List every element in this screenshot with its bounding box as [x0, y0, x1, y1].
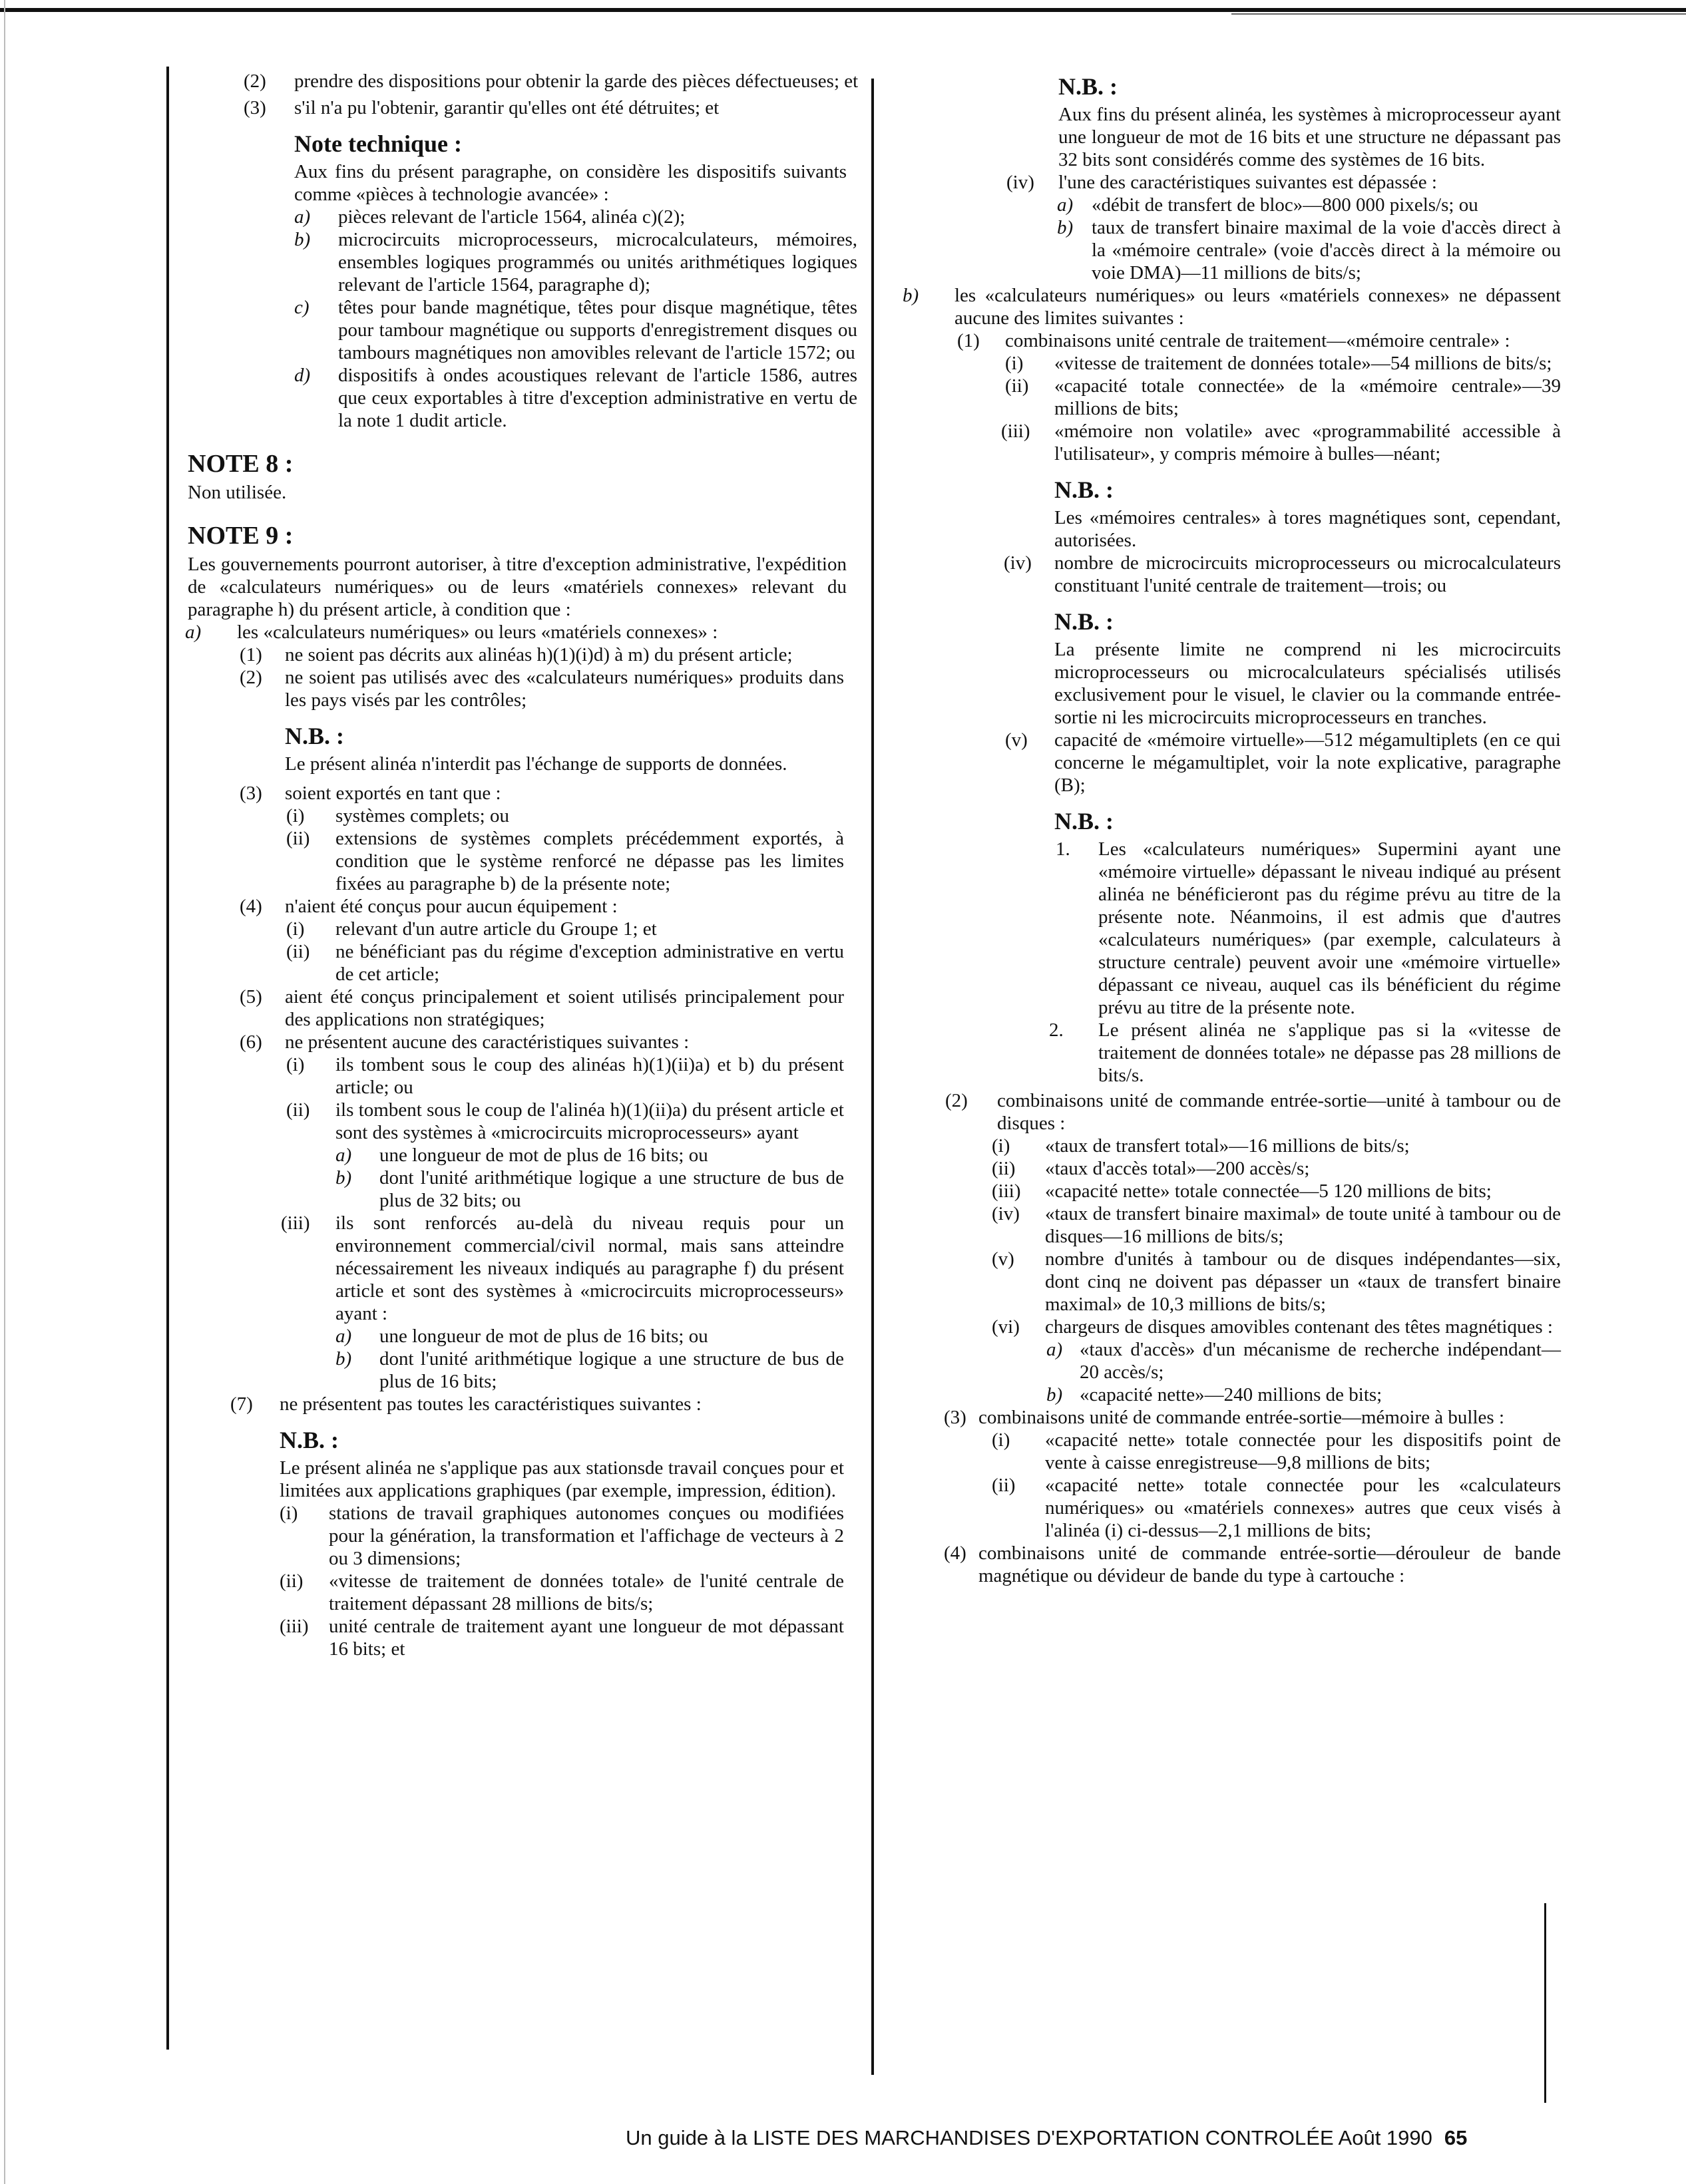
- list-item: a) «débit de transfert de bloc»—800 000 pixels/s; ou: [1057, 194, 1478, 216]
- list-item: (i) «capacité nette» totale connectée pour les dispositifs point de vente à caisse enregistreuse—9,8 millions de bits;: [992, 1429, 1561, 1473]
- nb-heading: N.B. :: [1054, 476, 1114, 503]
- list-item: (2) prendre des dispositions pour obtenir la garde des pièces défectueuses; et: [244, 71, 859, 92]
- list-item: (7) ne présentent pas toutes les caractéristiques suivantes :: [230, 1393, 702, 1415]
- list-item: (iv) nombre de microcircuits microprocesseurs ou microcalculateurs constituant l'unité centrale de traitement—trois; ou: [1004, 552, 1561, 596]
- list-item: (ii) «capacité nette» totale connectée pour les «calculateurs numériques» ou «matériels connexes» autres que ceux visés à l'alinéa (i) ci-dessus—2,1 millions de bits;: [992, 1475, 1561, 1541]
- page-number: 65: [1444, 2126, 1468, 2149]
- nb-text: Le présent alinéa n'interdit pas l'échange de supports de données.: [285, 753, 787, 775]
- list-item: (3) combinaisons unité de commande entrée-sortie—mémoire à bulles :: [944, 1407, 1505, 1428]
- list-item: (iv) l'une des caractéristiques suivantes est dépassée :: [1006, 172, 1437, 193]
- list-item: (iii) unité centrale de traitement ayant une longueur de mot dépassant 16 bits; et: [280, 1616, 844, 1660]
- list-item: b) dont l'unité arithmétique logique a une structure de bus de plus de 32 bits; ou: [335, 1167, 844, 1211]
- list-item: a) «taux d'accès» d'un mécanisme de recherche indépendant—20 accès/s;: [1046, 1339, 1561, 1383]
- list-item: (iii) «mémoire non volatile» avec «programmabilité accessible à l'utilisateur», y compris mémoire à bulles—néant;: [1001, 421, 1561, 464]
- list-item: (4) n'aient été conçus pour aucun équipement :: [240, 896, 618, 917]
- nb-heading: N.B. :: [1054, 808, 1114, 834]
- list-item: (ii) «vitesse de traitement de données totale» de l'unité centrale de traitement dépassant 28 millions de bits/s;: [280, 1570, 844, 1614]
- note8-heading: NOTE 8 :: [188, 450, 294, 478]
- list-item: a) pièces relevant de l'article 1564, alinéa c)(2);: [294, 206, 686, 228]
- list-item: b) «capacité nette»—240 millions de bits;: [1046, 1384, 1382, 1405]
- nb-heading: N.B. :: [285, 723, 344, 749]
- list-item: (ii) extensions de systèmes complets précédemment exportés, à condition que le système renforcé ne dépasse pas les limites fixées au paragraphe b) de la présente note;: [286, 828, 844, 894]
- list-item: (vi) chargeurs de disques amovibles contenant des têtes magnétiques :: [992, 1316, 1553, 1338]
- nb-text: Les «mémoires centrales» à tores magnétiques sont, cependant, autorisées.: [1054, 507, 1561, 551]
- list-item: (i) systèmes complets; ou: [286, 805, 509, 826]
- note9-heading: NOTE 9 :: [188, 522, 294, 550]
- list-item: (i) stations de travail graphiques autonomes conçues ou modifiées pour la génération, la transformation et l'affichage de vecteurs à 2 ou 3 dimensions;: [280, 1503, 844, 1569]
- right-margin-rule: [1544, 1903, 1546, 2103]
- footer-title: Un guide à la LISTE DES MARCHANDISES D'EXPORTATION CONTROLÉE Août 1990: [626, 2126, 1432, 2149]
- list-item: a) les «calculateurs numériques» ou leurs «matériels connexes» :: [185, 622, 718, 643]
- right-column: [892, 70, 1561, 1587]
- list-item: d) dispositifs à ondes acoustiques relevant de l'article 1586, autres que ceux exportables à titre d'exception administrative en vertu de la note 1 dudit article.: [294, 365, 857, 431]
- list-item: b) les «calculateurs numériques» ou leurs «matériels connexes» ne dépassent aucune des limites suivantes :: [903, 285, 1561, 329]
- list-item: (4) combinaisons unité de commande entrée-sortie—dérouleur de bande magnétique ou dévideur de bande du type à cartouche :: [944, 1543, 1561, 1586]
- list-item: b) taux de transfert binaire maximal de la voie d'accès direct à la «mémoire centrale» (voie d'accès direct à la mémoire ou voie DMA)—11 millions de bits/s;: [1057, 217, 1561, 283]
- note-technique-intro: Aux fins du présent paragraphe, on considère les dispositifs suivants comme «pièces à technologie avancée» :: [294, 161, 847, 205]
- nb-text: Aux fins du présent alinéa, les systèmes à microprocesseur ayant une longueur de mot de 16 bits et une structure ne dépassant pas 32 bits sont considérés comme des systèmes de 16 bits.: [1058, 104, 1561, 170]
- list-item: (6) ne présentent aucune des caractéristiques suivantes :: [240, 1031, 690, 1053]
- list-item: b) dont l'unité arithmétique logique a une structure de bus de plus de 16 bits;: [335, 1348, 844, 1392]
- list-item: (ii) ne bénéficiant pas du régime d'exception administrative en vertu de cet article;: [286, 941, 844, 985]
- list-item: (ii) ils tombent sous le coup de l'alinéa h)(1)(ii)a) du présent article et sont des systèmes à «microcircuits microprocesseurs» ayant: [286, 1099, 844, 1143]
- list-item: (i) «vitesse de traitement de données totale»—54 millions de bits/s;: [1005, 353, 1552, 374]
- list-item: (v) nombre d'unités à tambour ou de disques indépendantes—six, dont cinq ne doivent pas dépasser un «taux de transfert binaire maximal» de 10,3 millions de bits/s;: [992, 1248, 1561, 1315]
- nb-text: Le présent alinéa ne s'applique pas aux stationsde travail conçues pour et limitées aux applications graphiques (par exemple, impression, édition).: [280, 1457, 844, 1501]
- top-rule-thin: [1231, 13, 1686, 15]
- list-item: 1. Les «calculateurs numériques» Supermini ayant une «mémoire virtuelle» dépassant le niveau indiqué au présent alinéa ne bénéficieront pas du régime prévu au titre de la présente note. Néanmoins, il est admis que d'autres «calculateurs numériques» (par exemple, calculateurs à structure centrale) peuvent avoir une «mémoire virtuelle» dépassant ce niveau, auquel cas ils bénéficient du régime prévu au titre de la présente note.: [1056, 838, 1561, 1018]
- list-item: (v) capacité de «mémoire virtuelle»—512 mégamultiplets (en ce qui concerne le mégamultiplet, voir la note explicative, paragraphe (B);: [1005, 729, 1561, 796]
- list-item: (1) combinaisons unité centrale de traitement—«mémoire centrale» :: [957, 330, 1510, 351]
- scan-edge: [4, 0, 5, 2184]
- list-item: (2) combinaisons unité de commande entrée-sortie—unité à tambour ou de disques :: [945, 1090, 1561, 1134]
- list-item: a) une longueur de mot de plus de 16 bits; ou: [335, 1326, 708, 1347]
- list-item: (iv) «taux de transfert binaire maximal» de toute unité à tambour ou de disques—16 millions de bits/s;: [992, 1203, 1561, 1247]
- list-item: (1) ne soient pas décrits aux alinéas h)(1)(i)d) à m) du présent article;: [240, 644, 793, 665]
- list-item: (iii) «capacité nette» totale connectée—5 120 millions de bits;: [992, 1181, 1492, 1202]
- list-item: (i) relevant d'un autre article du Groupe 1; et: [286, 918, 657, 940]
- nb-heading: N.B. :: [280, 1427, 339, 1453]
- list-item: (2) ne soient pas utilisés avec des «calculateurs numériques» produits dans les pays visés par les contrôles;: [240, 667, 844, 711]
- note-technique-heading: Note technique :: [294, 130, 462, 157]
- note8-text: Non utilisée.: [188, 482, 287, 503]
- nb-heading: N.B. :: [1058, 73, 1118, 100]
- list-item: (3) s'il n'a pu l'obtenir, garantir qu'elles ont été détruites; et: [244, 97, 720, 118]
- left-column: [165, 70, 859, 1660]
- list-item: (3) soient exportés en tant que :: [240, 783, 501, 804]
- list-item: b) microcircuits microprocesseurs, microcalculateurs, mémoires, ensembles logiques programmés ou unités arithmétiques logiques relevant de l'article 1564, paragraphe d);: [294, 229, 857, 295]
- list-item: (i) ils tombent sous le coup des alinéas h)(1)(ii)a) et b) du présent article; ou: [286, 1054, 844, 1098]
- top-rule: [0, 8, 1686, 12]
- list-item: (ii) «taux d'accès total»—200 accès/s;: [992, 1158, 1310, 1179]
- list-item: c) têtes pour bande magnétique, têtes pour disque magnétique, têtes pour tambour magnétique ou supports d'enregistrement disques ou tambours magnétiques non amovibles relevant de l'article 1572; ou: [294, 297, 857, 363]
- nb-text: La présente limite ne comprend ni les microcircuits microprocesseurs ou microcalculateurs spécialisés utilisés exclusivement pour le visuel, le clavier ou la commande entrée-sortie ni les microcircuits microprocesseurs en tranches.: [1054, 639, 1561, 728]
- list-item: (ii) «capacité totale connectée» de la «mémoire centrale»—39 millions de bits;: [1005, 375, 1561, 419]
- list-item: (i) «taux de transfert total»—16 millions de bits/s;: [992, 1135, 1410, 1157]
- list-item: (5) aient été conçus principalement et soient utilisés principalement pour des applications non stratégiques;: [240, 986, 844, 1030]
- page-footer: [626, 2126, 1467, 2150]
- note9-intro: Les gouvernements pourront autoriser, à titre d'exception administrative, l'expédition de «calculateurs numériques» ou de leurs «matériels connexes» relevant du paragraphe h) du présent article, à condition que :: [188, 554, 847, 620]
- list-item: a) une longueur de mot de plus de 16 bits; ou: [335, 1145, 708, 1166]
- nb-heading: N.B. :: [1054, 608, 1114, 635]
- list-item: (iii) ils sont renforcés au-delà du niveau requis pour un environnement commercial/civil normal, mais sans atteindre nécessairement les niveaux indiqués au paragraphe f) du présent article et sont des systèmes à «microcircuits microprocesseurs» ayant :: [281, 1212, 844, 1324]
- list-item: 2. Le présent alinéa ne s'applique pas si la «vitesse de traitement de données totale» ne dépasse pas 28 millions de bits/s.: [1049, 1019, 1561, 1086]
- center-column-rule: [871, 79, 874, 2075]
